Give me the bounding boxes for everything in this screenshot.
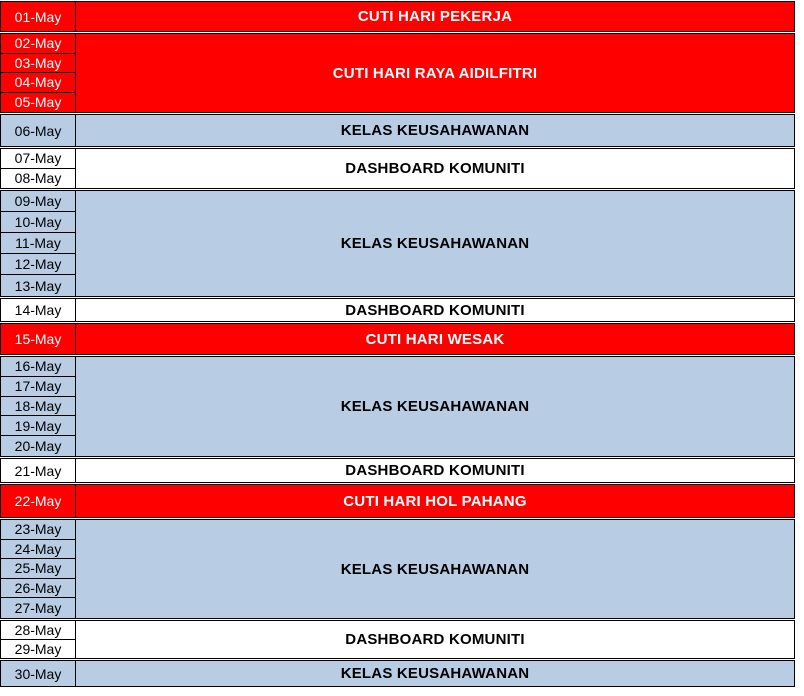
date-cell: 21-May — [14, 462, 62, 479]
date-cell: 24-May — [1, 540, 75, 560]
event-cell: DASHBOARD KOMUNITI — [75, 620, 795, 659]
date-cell: 27-May — [14, 600, 62, 617]
date-cell: 12-May — [1, 254, 75, 275]
date-cell: 13-May — [14, 277, 62, 294]
event-cell: CUTI HARI WESAK — [75, 323, 795, 355]
date-cell: 17-May — [1, 377, 75, 397]
date-cell: 03-May — [1, 54, 75, 74]
event-cell: KELAS KEUSAHAWANAN — [75, 519, 795, 619]
date-cell: 05-May — [1, 93, 75, 113]
date-cell: 25-May — [1, 559, 75, 579]
event-cell: KELAS KEUSAHAWANAN — [75, 660, 795, 687]
event-cell: CUTI HARI HOL PAHANG — [75, 484, 795, 518]
date-cell: 08-May — [14, 170, 62, 187]
date-group — [0, 356, 75, 457]
date-cell: 02-May — [1, 34, 75, 54]
date-group — [0, 148, 75, 189]
date-cell: 28-May — [1, 621, 75, 640]
date-cell: 06-May — [14, 122, 62, 139]
date-cell: 29-May — [14, 640, 62, 657]
date-cell: 20-May — [14, 438, 62, 455]
date-cell: 04-May — [1, 73, 75, 93]
date-cell: 09-May — [1, 191, 75, 212]
date-cell: 11-May — [1, 233, 75, 254]
date-cell: 22-May — [1, 485, 75, 517]
event-cell: CUTI HARI PEKERJA — [75, 1, 795, 32]
date-cell: 15-May — [1, 324, 75, 354]
date-cell: 14-May — [14, 302, 62, 318]
event-cell: CUTI HARI RAYA AIDILFITRI — [75, 33, 795, 113]
date-group — [0, 323, 75, 355]
date-cell: 01-May — [1, 2, 75, 31]
date-cell: 19-May — [1, 416, 75, 436]
event-cell: DASHBOARD KOMUNITI — [75, 458, 795, 483]
date-group — [0, 484, 75, 518]
event-cell: KELAS KEUSAHAWANAN — [75, 190, 795, 297]
date-cell: 18-May — [1, 397, 75, 417]
date-group — [0, 33, 75, 113]
date-group — [0, 660, 75, 687]
event-cell: KELAS KEUSAHAWANAN — [75, 114, 795, 147]
date-group — [0, 620, 75, 659]
date-group — [0, 458, 75, 483]
date-group — [0, 519, 75, 619]
date-group — [0, 190, 75, 297]
event-cell: KELAS KEUSAHAWANAN — [75, 356, 795, 457]
event-cell: DASHBOARD KOMUNITI — [75, 148, 795, 189]
date-cell: 26-May — [1, 579, 75, 599]
date-group — [0, 298, 75, 322]
event-cell: DASHBOARD KOMUNITI — [75, 298, 795, 322]
date-cell: 23-May — [1, 520, 75, 540]
date-group — [0, 114, 75, 147]
date-group — [0, 1, 75, 32]
date-cell: 30-May — [14, 665, 62, 682]
date-cell: 16-May — [1, 357, 75, 377]
date-cell: 10-May — [1, 212, 75, 233]
date-cell: 07-May — [1, 149, 75, 169]
